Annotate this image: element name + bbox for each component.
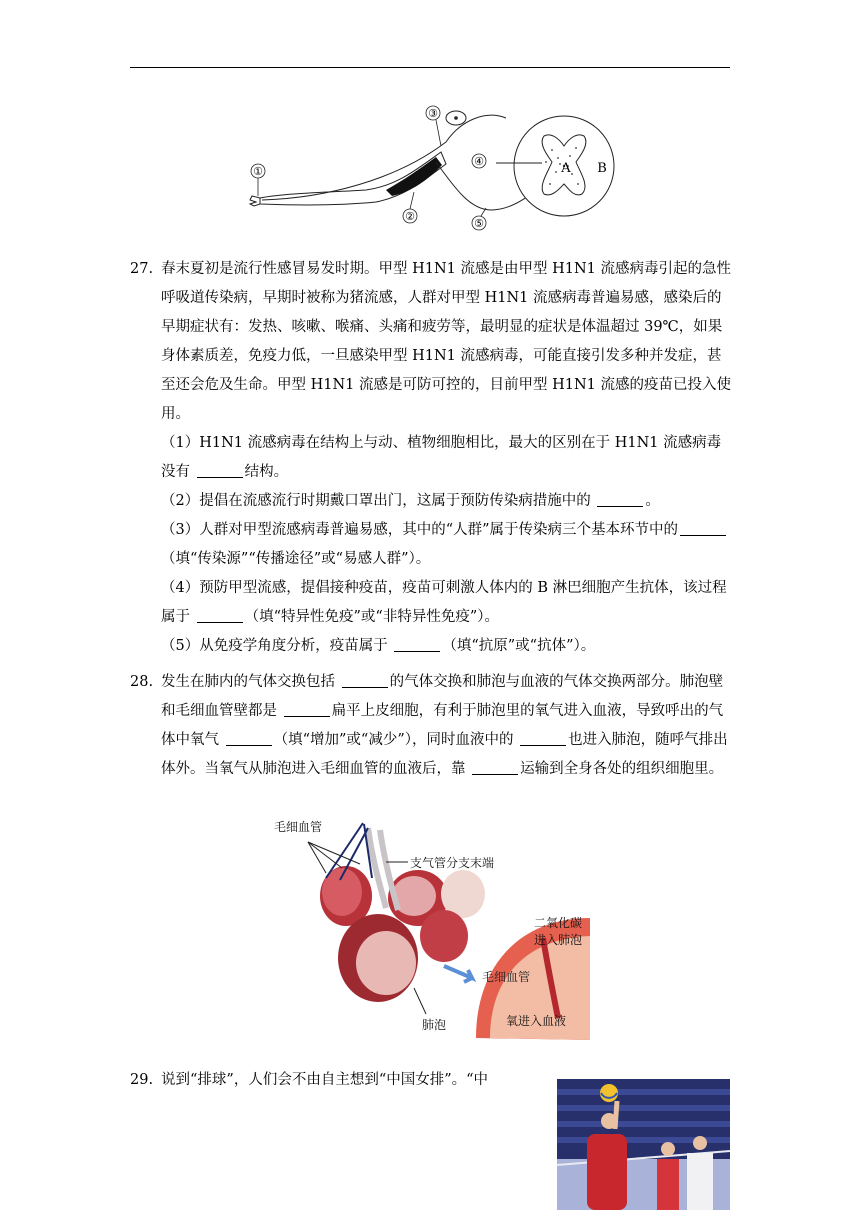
answer-blank[interactable] — [197, 608, 243, 623]
label-co2-line1: 二氧化碳 — [534, 916, 583, 930]
alveolar-clusters — [320, 866, 485, 1002]
label-o2: 氧进入血液 — [506, 1014, 567, 1028]
question-27 — [130, 255, 732, 661]
sub-question-1: （1）H1N1 流感病毒在结构上与动、植物细胞相比，最大的区别在于 H1N1 流感病毒没有 结构。 — [161, 435, 722, 480]
label-capillary: 毛细血管 — [274, 820, 323, 834]
reflex-arc-figure — [246, 100, 616, 235]
question-number: 27. — [130, 261, 154, 277]
answer-blank[interactable] — [597, 492, 643, 507]
question-stem: 发生在肺内的气体交换包括 的气体交换和肺泡与血液的气体交换两部分。肺泡壁和毛细血管壁都是 扁平上皮细胞，有利于肺泡里的氧气进入血液，导致呼出的气体中氧气 （填“增加”或“减少”），同时血液中的 也进入肺泡，随呼气排出体外。当氧气从肺泡进入毛细血管的血液后，靠 运输到全身各处的组织细胞里。 — [161, 674, 728, 777]
sub-question-5: （5）从免疫学角度分析，疫苗属于 （填“抗原”或“抗体”）。 — [161, 638, 596, 654]
sub-question-3: （3）人群对甲型流感病毒普遍易感，其中的“人群”属于传染病三个基本环节中的（填“传染源”“传播途径”或“易感人群”）。 — [161, 516, 732, 574]
label-2: ② — [405, 210, 415, 223]
volleyball-photo — [557, 1079, 730, 1210]
label-co2-line2: 进入肺泡 — [534, 933, 583, 947]
bronchiole — [368, 828, 398, 910]
label-alveolus: 肺泡 — [422, 1018, 447, 1032]
label-bronchiole: 支气管分支末端 — [410, 856, 495, 870]
question-stem: 春末夏初是流行性感冒易发时期。甲型 H1N1 流感是由甲型 H1N1 流感病毒引起的急性呼吸道传染病，早期时被称为猪流感，人群对甲型 H1N1 流感病毒普遍易感，感染后的早期症状有：发热、咳嗽、喉痛、头痛和疲劳等，最明显的症状是体温超过 39℃，如果身体素质差，免疫力低，一旦感染甲型 H1N1 流感病毒，可能直接引发多种并发症，甚至还会危及生命。甲型 H1N1 流感是可防可控的，目前甲型 H1N1 流感的疫苗已投入使用。 — [161, 261, 731, 422]
question-number: 29. — [130, 1072, 154, 1088]
label-A: A — [561, 161, 571, 176]
answer-blank[interactable] — [284, 702, 330, 717]
volleyball-icon — [600, 1084, 618, 1102]
label-1: ① — [253, 165, 263, 178]
sub-question-4: （4）预防甲型流感，提倡接种疫苗，疫苗可刺激人体内的 B 淋巴细胞产生抗体，该过程属于 （填“特异性免疫”或“非特异性免疫”）。 — [161, 580, 727, 625]
question-28 — [130, 668, 732, 784]
arrow-icon — [444, 966, 472, 982]
alveolus-figure — [268, 818, 590, 1040]
answer-blank[interactable] — [520, 731, 566, 746]
label-capillary-inset: 毛细血管 — [482, 970, 531, 984]
label-4: ④ — [474, 155, 484, 168]
answer-blank[interactable] — [226, 731, 272, 746]
answer-blank[interactable] — [394, 637, 440, 652]
answer-blank[interactable] — [680, 521, 726, 536]
hand-outline — [250, 196, 260, 206]
label-B: B — [597, 161, 607, 176]
question-stem: 说到“排球”，人们会不由自主想到“中国女排”。“中 — [161, 1072, 489, 1088]
label-5: ⑤ — [474, 217, 484, 230]
question-29 — [130, 1066, 530, 1095]
sub-question-2: （2）提倡在流感流行时期戴口罩出门，这属于预防传染病措施中的 。 — [161, 493, 660, 509]
answer-blank[interactable] — [197, 463, 243, 478]
answer-blank[interactable] — [342, 673, 388, 688]
header-rule — [130, 67, 730, 68]
answer-blank[interactable] — [472, 760, 518, 775]
question-number: 28. — [130, 674, 154, 690]
label-3: ③ — [428, 107, 438, 120]
